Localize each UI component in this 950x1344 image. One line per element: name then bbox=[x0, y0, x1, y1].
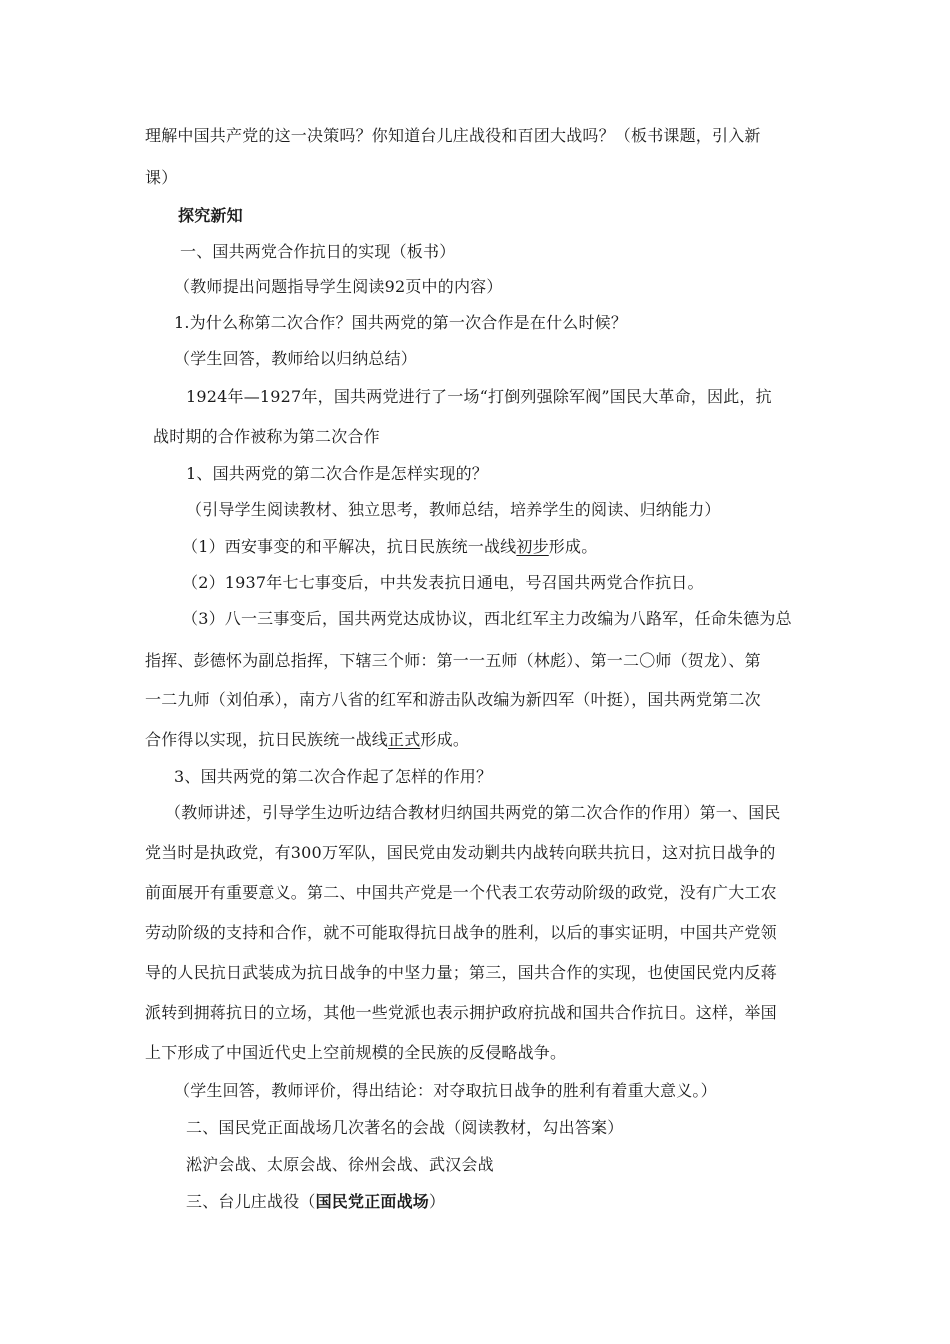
point-3-line-1: （3）八一三事变后，国共两党达成协议，西北红军主力改编为八路军，任命朱德为总 bbox=[182, 609, 792, 628]
question-2-note: （引导学生阅读教材、独立思考，教师总结，培养学生的阅读、归纳能力） bbox=[186, 500, 721, 519]
point-1-underlined: 初步 bbox=[516, 537, 549, 556]
question-2: 1、国共两党的第二次合作是怎样实现的？ bbox=[186, 464, 488, 483]
point-3-line-2: 指挥、彭德怀为副总指挥，下辖三个师：第一一五师（林彪）、第一二〇师（贺龙）、第 bbox=[145, 651, 761, 670]
question-3: 3、国共两党的第二次合作起了怎样的作用？ bbox=[174, 767, 493, 786]
section-3-title-bold: 国民党正面战场 bbox=[315, 1192, 430, 1211]
point-3-line-4-text: 合作得以实现，抗日民族统一战线 bbox=[145, 730, 389, 749]
section-3-title-text: 三、台儿庄战役（ bbox=[186, 1192, 316, 1211]
point-1-text: （1）西安事变的和平解决，抗日民族统一战线 bbox=[182, 537, 517, 556]
section-3-title bbox=[186, 1192, 445, 1212]
point-3-underlined: 正式 bbox=[388, 730, 421, 749]
heading-explore: 探究新知 bbox=[178, 206, 243, 225]
answer-1-line-1: 1924年—1927年，国共两党进行了一场“打倒列强除军阀”国民大革命，因此，抗 bbox=[186, 387, 772, 406]
point-3-line-4 bbox=[145, 730, 469, 750]
intro-line-1: 理解中国共产党的这一决策吗？你知道台儿庄战役和百团大战吗？（板书课题，引入新 bbox=[145, 126, 761, 145]
point-2: （2）1937年七七事变后，中共发表抗日通电，号召国共两党合作抗日。 bbox=[182, 573, 704, 592]
point-1 bbox=[182, 537, 597, 557]
answer-3-note: （学生回答，教师评价，得出结论：对夺取抗日战争的胜利有着重大意义。） bbox=[174, 1081, 717, 1100]
answer-3-line-6: 派转到拥蒋抗日的立场，其他一些党派也表示拥护政府抗战和国共合作抗日。这样，举国 bbox=[145, 1003, 777, 1022]
section-1-instruction: （教师提出问题指导学生阅读92页中的内容） bbox=[174, 277, 503, 296]
section-2-list: 淞沪会战、太原会战、徐州会战、武汉会战 bbox=[186, 1155, 494, 1174]
intro-line-2: 课） bbox=[145, 168, 178, 187]
section-1-title: 一、国共两党合作抗日的实现（板书） bbox=[180, 242, 456, 261]
answer-3-line-7: 上下形成了中国近代史上空前规模的全民族的反侵略战争。 bbox=[145, 1043, 567, 1062]
answer-1-line-2: 战时期的合作被称为第二次合作 bbox=[153, 427, 380, 446]
point-3-line-3: 一二九师（刘伯承），南方八省的红军和游击队改编为新四军（叶挺），国共两党第二次 bbox=[145, 690, 761, 709]
question-1: 1.为什么称第二次合作？国共两党的第一次合作是在什么时候？ bbox=[174, 313, 628, 332]
section-2-title: 二、国民党正面战场几次著名的会战（阅读教材，勾出答案） bbox=[186, 1118, 624, 1137]
answer-3-line-1: （教师讲述，引导学生边听边结合教材归纳国共两党的第二次合作的作用）第一、国民 bbox=[165, 803, 781, 822]
question-1-note: （学生回答，教师给以归纳总结） bbox=[174, 349, 418, 368]
answer-3-line-2: 党当时是执政党，有300万军队，国民党由发动剿共内战转向联共抗日，这对抗日战争的 bbox=[145, 843, 776, 862]
point-1-tail: 形成。 bbox=[548, 537, 598, 556]
answer-3-line-3: 前面展开有重要意义。第二、中国共产党是一个代表工农劳动阶级的政党，没有广大工农 bbox=[145, 883, 777, 902]
point-3-line-4-tail: 形成。 bbox=[420, 730, 470, 749]
section-3-title-close: ） bbox=[429, 1192, 446, 1211]
answer-3-line-5: 导的人民抗日武装成为抗日战争的中坚力量；第三，国共合作的实现，也使国民党内反蒋 bbox=[145, 963, 777, 982]
answer-3-line-4: 劳动阶级的支持和合作，就不可能取得抗日战争的胜利，以后的事实证明，中国共产党领 bbox=[145, 923, 777, 942]
